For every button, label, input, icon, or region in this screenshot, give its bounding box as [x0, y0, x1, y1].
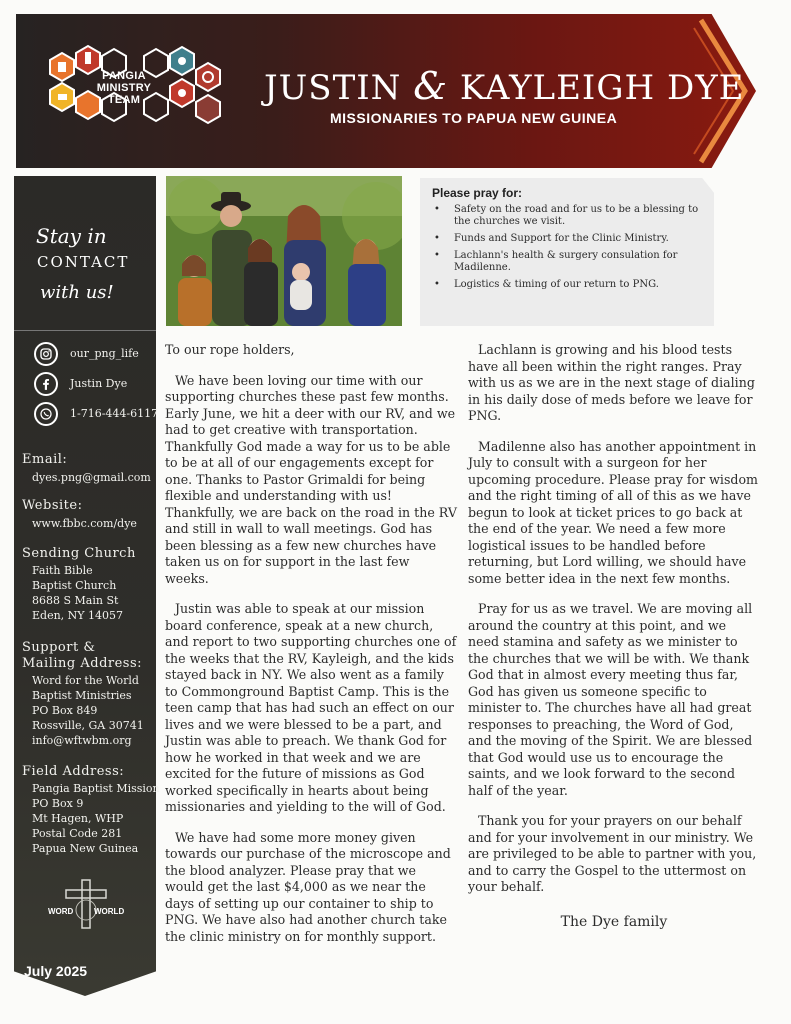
letter-paragraph-1: We have been loving our time with our supporting churches these past few months. Early June, we hit a deer with our RV, and we had to get creative with transportation. Thankfully God made a way for us to be able to be at all of our engagements except for one. Thanks to Pastor Grimaldi for being flexible and understanding with us! Thankfully, we are back on the road in the RV and still in wall to wall meetings. God has been blessing as a few new churches have taken us on for support in the last few weeks. — [165, 372, 457, 586]
family-photo — [166, 176, 402, 326]
sending-church-label: Sending Church — [22, 546, 136, 561]
whatsapp-icon — [34, 402, 58, 426]
prayer-item: • Logistics & timing of our return to PNG. — [432, 279, 710, 291]
instagram-handle: our_png_life — [70, 347, 139, 360]
page-title — [264, 64, 745, 108]
field-address-label: Field Address: — [22, 764, 125, 779]
with-us-text: with us! — [40, 282, 114, 303]
support-line-3: PO Box 849 — [32, 704, 98, 717]
email-label: Email: — [22, 452, 68, 467]
stay-in-text: Stay in — [36, 224, 107, 248]
support-label-line-1: Support & — [22, 640, 96, 655]
letter-column-right — [468, 342, 760, 930]
ww-logo-word: WORD — [48, 907, 74, 916]
facebook-name: Justin Dye — [70, 377, 128, 390]
page-subtitle: MISSIONARIES TO PAPUA NEW GUINEA — [330, 110, 618, 126]
field-line-4: Postal Code 281 — [32, 827, 123, 840]
email-value[interactable]: dyes.png@gmail.com — [32, 471, 151, 484]
support-label-line-2: Mailing Address: — [22, 656, 143, 671]
support-address — [32, 673, 144, 748]
title-first-name: JUSTIN — [264, 68, 402, 108]
ww-logo-world: WORLD — [94, 907, 125, 916]
sending-line-3: 8688 S Main St — [32, 594, 119, 607]
website-value[interactable]: www.fbbc.com/dye — [32, 517, 137, 530]
whatsapp-contact[interactable] — [34, 402, 164, 430]
sending-line-4: Eden, NY 14057 — [32, 609, 124, 622]
sidebar-divider — [14, 330, 156, 331]
support-line-5[interactable]: info@wftwbm.org — [32, 734, 132, 747]
support-line-2: Baptist Ministries — [32, 689, 132, 702]
support-line-1: Word for the World — [32, 674, 139, 687]
letter-paragraph-4: Lachlann is growing and his blood tests have all been within the right ranges. Pray with us as we are in the next stage of dialing in his daily dose of meds before we leave for PNG. — [468, 342, 755, 423]
logo-text-line-3: TEAM — [107, 94, 141, 106]
prayer-item: • Safety on the road and for us to be a blessing to the churches we visit. — [432, 204, 710, 228]
letter-paragraph-6: Pray for us as we travel. We are moving all around the country at this point, and we need stamina and safety as we minister to the churches that we will be with. We thank God that in almost every meeting thus far, God has given us someone specific to minister to. The churches have all had great responses to preaching, the Word of God, and the moving of the Spirit. We are blessed that God would use us to encourage the saints, and we look forward to the second half of the year. — [468, 601, 753, 798]
sending-line-1: Faith Bible — [32, 564, 93, 577]
contact-text: CONTACT — [37, 253, 130, 271]
letter-paragraph-7: Thank you for your prayers on our behalf and for your involvement in our ministry. We are privileged to be able to partner with you, and to carry the Gospel to the uttermost on your behalf. — [468, 813, 757, 894]
prayer-title: Please pray for: — [432, 186, 523, 200]
prayer-list — [432, 204, 710, 296]
field-line-1: Pangia Baptist Mission — [32, 782, 160, 795]
letter-paragraph-2: Justin was able to speak at our mission board conference, speak at a new church, and report to two supporting churches one of the weeks that the RV, Kayleigh, and the kids stayed back in NY. We also went as a family to Commonground Baptist Camp. This is the teen camp that has had such an effect on our lives and we were blessed to be a part, and Justin was able to preach. We thank God for how he worked in that week and we are excited for the future of missions as God worked specifically in hearts about being missionaries and yielding to the will of God. — [165, 601, 457, 814]
support-line-4: Rossville, GA 30741 — [32, 719, 144, 732]
title-last-name: KAYLEIGH DYE — [459, 68, 745, 108]
facebook-contact[interactable] — [34, 372, 164, 400]
field-line-2: PO Box 9 — [32, 797, 84, 810]
facebook-icon — [34, 372, 58, 396]
sending-line-2: Baptist Church — [32, 579, 117, 592]
instagram-icon — [34, 342, 58, 366]
letter-paragraph-5: Madilenne also has another appointment in July to consult with a surgeon for her upcoming procedure. Please pray for wisdom and the right timing of all of this as we have begun to look at ticket prices to go back at the end of the year. We need a few more logistical issues to be handled before returning, but Lord willing, we should have some better idea in the next few months. — [468, 438, 758, 586]
title-ampersand: & — [413, 64, 449, 108]
support-label — [22, 640, 142, 672]
issue-date: July 2025 — [24, 963, 88, 979]
letter-column-left — [165, 342, 457, 959]
field-line-3: Mt Hagen, WHP — [32, 812, 124, 825]
website-label: Website: — [22, 498, 83, 513]
sending-church-address — [32, 563, 123, 623]
field-line-5: Papua New Guinea — [32, 842, 139, 855]
logo-text-line-1: PANGIA — [102, 70, 146, 82]
prayer-item: • Funds and Support for the Clinic Ministry. — [432, 233, 710, 245]
letter-greeting: To our rope holders, — [165, 342, 295, 357]
whatsapp-number: 1-716-444-6117 — [70, 407, 159, 420]
instagram-contact[interactable] — [34, 342, 164, 370]
letter-signature: The Dye family — [560, 913, 668, 930]
logo-text-line-2: MINISTRY — [96, 82, 152, 94]
word-for-the-world-logo — [46, 876, 128, 934]
field-address — [32, 781, 160, 856]
prayer-item: • Lachlann's health & surgery consulation for Madilenne. — [432, 250, 710, 274]
logo-text — [78, 70, 170, 106]
letter-paragraph-3: We have had some more money given towards our purchase of the microscope and the blood analyzer. Please pray that we would get the last $4,000 as we near the days of setting up our container to ship to PNG. We have also had another church take the clinic ministry on for monthly support. — [165, 829, 451, 944]
